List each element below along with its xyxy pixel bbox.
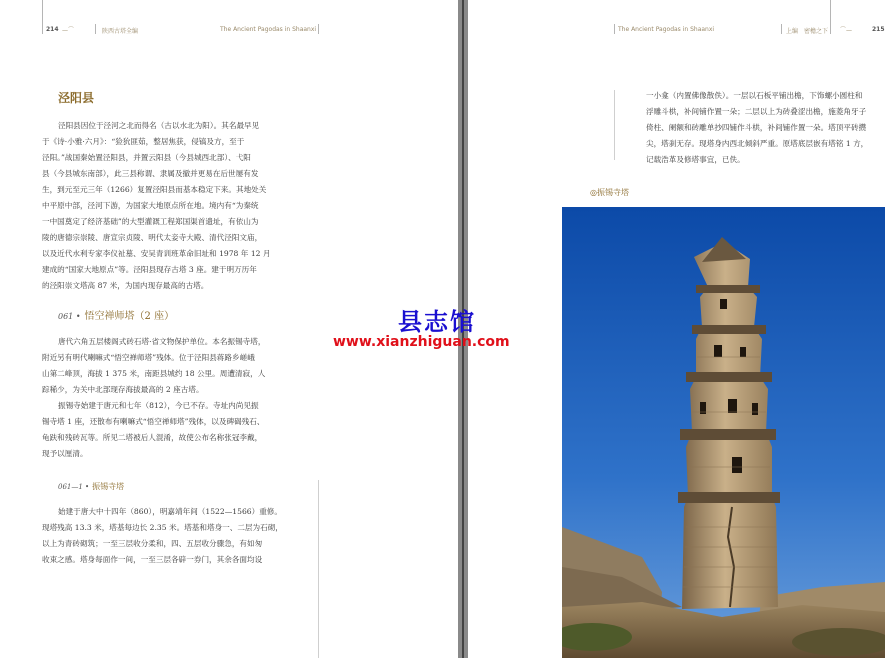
left-header-divider bbox=[42, 0, 43, 34]
text-line: 中平原中部，泾河下游，为国家大地原点所在地。境内有“为秦统 bbox=[42, 201, 259, 210]
section-061-paragraph-1 bbox=[42, 334, 290, 398]
county-title: 泾阳县 bbox=[58, 91, 95, 105]
text-line: 始建于唐大中十四年（860），明嘉靖年间（1522—1566）重修。 bbox=[58, 507, 282, 516]
text-line: 一小龛（内置佛像散佚）。一层以石板平铺出檐，下饰螺小圆柱和 bbox=[646, 91, 863, 100]
text-line: 振锡寺始建于唐元和七年（812），今已不存。寺址内尚见振 bbox=[58, 401, 259, 410]
text-line: 收束之感。塔身每面作一间，一至三层各辟一券门，其余各面均设 bbox=[42, 555, 263, 564]
text-line: 浮雕斗栱，补间铺作置一朵；二层以上为砖叠涩出檐，施菱角牙子 bbox=[646, 107, 867, 116]
right-header-sep-2 bbox=[781, 24, 782, 34]
text-line: 尖，塔刹无存。现塔身内西北倾斜严重。原塔底层嵌有塔铭 1 方， bbox=[646, 139, 869, 148]
section-061-1-number: 061—1 • bbox=[58, 483, 90, 491]
section-061-1-title bbox=[58, 481, 124, 492]
photo-caption: ◎振锡寺塔 bbox=[590, 188, 629, 197]
right-margin-line bbox=[614, 90, 615, 160]
text-line: 建成的“国家大地原点”等。泾阳县现存古塔 3 座。建于明万历年 bbox=[42, 265, 257, 274]
section-061-number: 061 • bbox=[58, 312, 81, 321]
text-line: 一中国奠定了经济基础”的大型灌溉工程郑国渠首遗址，有依山为 bbox=[42, 217, 259, 226]
text-line: 记载浩革及修塔事宜，已佚。 bbox=[646, 155, 745, 164]
county-paragraph bbox=[42, 118, 290, 294]
left-book-title: 陕西古塔全编 bbox=[102, 28, 139, 35]
left-margin-line bbox=[318, 480, 319, 658]
text-line: 以上为青砖砌筑；一至三层收分柔和，四、五层收分骤急，有如匆 bbox=[42, 539, 263, 548]
left-header-ornament: —⌒ bbox=[62, 27, 75, 34]
right-paragraph bbox=[646, 88, 885, 168]
left-header-sep bbox=[95, 24, 96, 34]
text-line: 山第二峰顶，海拔 1 375 米，南距县城约 18 公里。周遭清寂，人 bbox=[42, 369, 266, 378]
section-061-paragraph-2 bbox=[42, 398, 290, 462]
watermark-url: www.xianzhiguan.com bbox=[333, 334, 510, 350]
text-line: 踪稀少，为关中北部现存海拔最高的 2 座古塔。 bbox=[42, 385, 204, 394]
left-english-title: The Ancient Pagodas in Shaanxi bbox=[220, 26, 317, 33]
pagoda-photo bbox=[562, 207, 885, 658]
left-page-number: 214 bbox=[46, 26, 59, 33]
pagoda-illustration bbox=[562, 207, 885, 658]
text-line: 泾阳。”战国秦始置泾阳县，并置云阳县（今县城西北部）、弋阳 bbox=[42, 153, 251, 162]
text-line: 附近另有明代喇嘛式“悟空禅师塔”残体。位于泾阳县蒋路乡嵯峨 bbox=[42, 353, 255, 362]
text-line: 的泾阳崇文塔高 87 米，为国内现存最高的古塔。 bbox=[42, 281, 209, 290]
text-line: 生，到元至元三年（1266）复置泾阳县而基本稳定下来。其地处关 bbox=[42, 185, 267, 194]
watermark-title: 县志馆 bbox=[398, 308, 476, 336]
right-header-divider bbox=[830, 0, 831, 34]
right-header-ornament: ⌒— bbox=[840, 27, 853, 34]
text-line: 锡寺塔 1 座，还散布有喇嘛式“悟空禅师塔”残体，以及碑碣残石、 bbox=[42, 417, 265, 426]
section-061-1-name: 振锡寺塔 bbox=[92, 482, 125, 491]
right-page-number: 215 bbox=[872, 26, 885, 33]
text-line: 唐代六角五层楼阁式砖石塔·省文物保护单位。本名振锡寺塔， bbox=[58, 337, 266, 346]
text-line: 倚柱、阑额和砖雕单抄四铺作斗栱，补间铺作置一朵。塔顶平砖攒 bbox=[646, 123, 867, 132]
left-header-sep-2 bbox=[318, 24, 319, 34]
section-061-name: 悟空禅师塔（2 座） bbox=[84, 311, 175, 322]
text-line: 县（今县城东南部），此三县称谓、隶属及撤并更易在后世屡有发 bbox=[42, 169, 259, 178]
text-line: 于《诗·小雅·六月》：“猃狁匪茹，整居焦获，侵镐及方，至于 bbox=[42, 137, 245, 146]
text-line: 以及近代水利专家李仪祉墓、安吴青训班革命旧址和 1978 年 12 月 bbox=[42, 249, 271, 258]
right-header-sep bbox=[614, 24, 615, 34]
right-section: 密檐之下 bbox=[804, 28, 829, 35]
text-line: 龟趺和残砖瓦等。所见二塔被后人混淆，故使公布名称张冠李戴， bbox=[42, 433, 263, 442]
right-volume: 上编 bbox=[786, 28, 799, 35]
right-english-title: The Ancient Pagodas in Shaanxi bbox=[618, 26, 715, 33]
section-061-title bbox=[58, 307, 174, 322]
text-line: 现塔残高 13.3 米，塔基每边长 2.35 米。塔基和塔身一、二层为石砌， bbox=[42, 523, 283, 532]
text-line: 陵的唐德宗崇陵、唐宣宗贞陵、明代太妾寺大殿、清代泾阳文庙， bbox=[42, 233, 263, 242]
section-061-1-paragraph bbox=[42, 504, 290, 568]
text-line: 泾阳县因位于泾河之北而得名（古以水北为阳）。其名最早见 bbox=[58, 121, 260, 130]
text-line: 现予以厘清。 bbox=[42, 449, 88, 458]
